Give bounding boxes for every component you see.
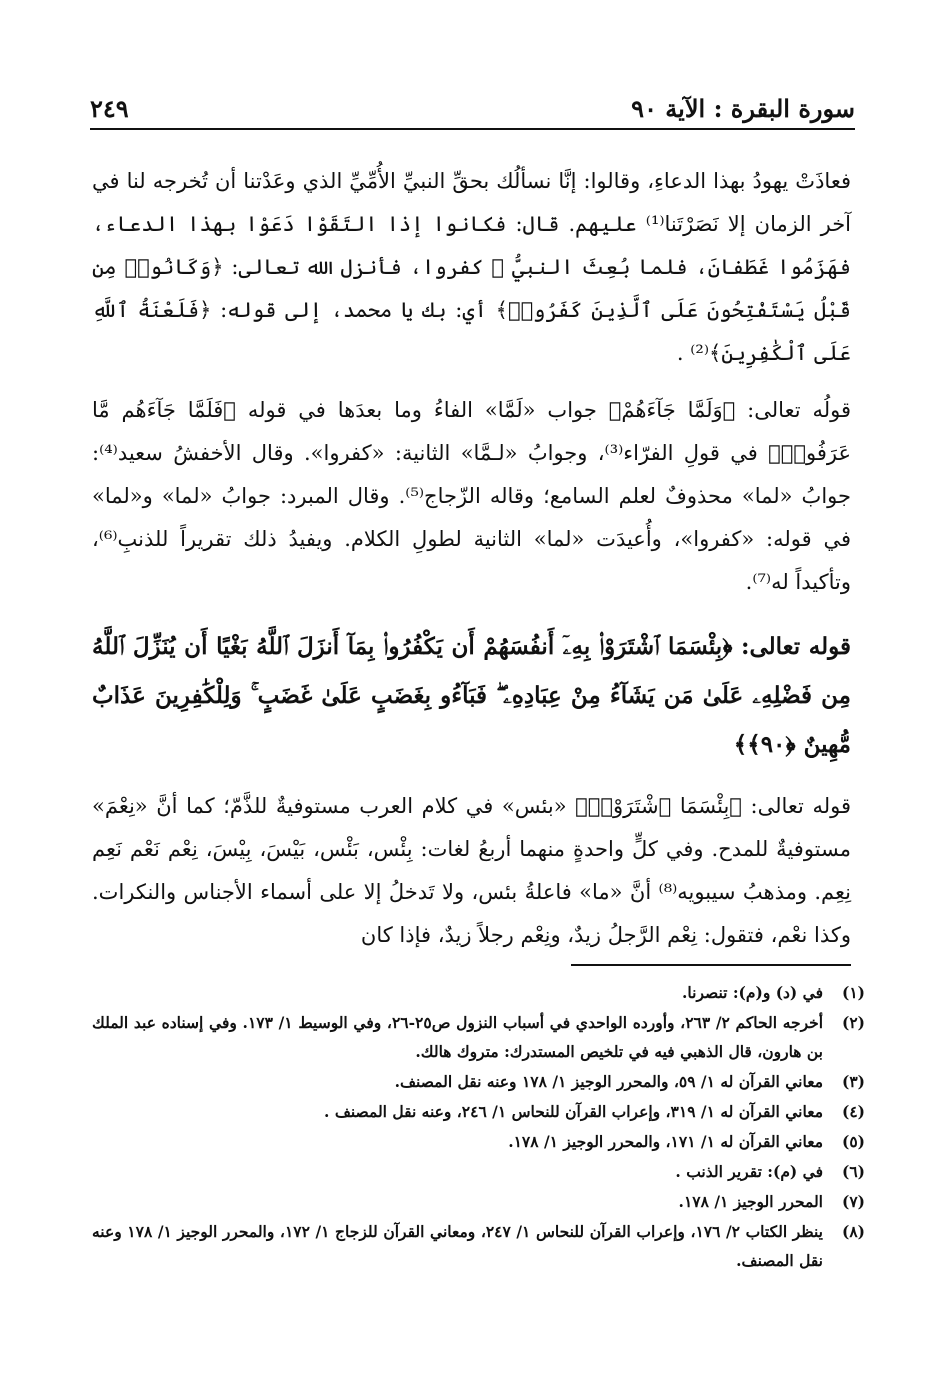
footnote <box>92 1097 865 1126</box>
footnote-number: (٤) <box>841 1102 865 1121</box>
footnote-number: (٥) <box>841 1132 865 1151</box>
footnote-text: في (م): تقرير الذنب . <box>675 1162 823 1181</box>
footnote <box>92 1008 865 1066</box>
header-rule <box>90 128 855 130</box>
footnote-text: معاني القرآن له ١/ ١٧١، والمحرر الوجيز ١/ ١٧٨. <box>508 1132 823 1151</box>
footnote <box>92 978 865 1007</box>
page-header <box>90 88 855 130</box>
footnote-number: (١) <box>841 983 865 1002</box>
paragraph: قولُه تعالى: ﴿وَلَمَّا جَآءَهُمْ﴾ جواب «لَمَّا» الفاءُ وما بعدَها في قوله ﴿فَلَمَّا جَآءَهُم مَّا عَرَفُوا۟﴾ في قولِ الفرّاء⁽³⁾، وجوابُ «لـمَّا» الثانية: «كفروا». وقال الأخفشُ سعيد⁽⁴⁾: جوابُ «لما» محذوفٌ لعلم السامع؛ وقاله الزّجاج⁽⁵⁾. وقال المبرد: جوابُ «لما» و«لما» في قوله: «كفروا»، وأُعيدَت «لما» الثانية لطولِ الكلام. ويفيدُ ذلك تقريراً للذنبِ⁽⁶⁾، وتأكيداً له⁽⁷⁾. <box>92 398 851 594</box>
footnote-text: معاني القرآن له ١/ ٣١٩، وإعراب القرآن للنحاس ١/ ٢٤٦، وعنه نقل المصنف . <box>324 1102 823 1121</box>
footnote-text: المحرر الوجيز ١/ ١٧٨. <box>678 1192 823 1211</box>
footnote-text: معاني القرآن له ١/ ٥٩، والمحرر الوجيز ١/ ١٧٨ وعنه نقل المصنف. <box>394 1072 823 1091</box>
footnote <box>92 1157 865 1186</box>
footnote-separator <box>571 964 851 966</box>
paragraph: قوله تعالى: ﴿بِئْسَمَا ٱشْتَرَوْا۟﴾ «بئس» في كلام العرب مستوفيةٌ للذَّمّ؛ كما أنَّ «نِعْمَ» مستوفيةٌ للمدح. وفي كلٍّ واحدةٍ منهما أربعُ لغات: بِئْس، بَئْس، بَيْسَ، بِيْسَ، نِعْم نَعْم نَعِم نِعِم. ومذهبُ سيبويه⁽⁸⁾ أنَّ «ما» فاعلةُ بئس، ولا تَدخلُ إلا على أسماء الأجناس والنكرات. وكذا نعْم، فتقول: نِعْم الرَّجلُ زيدٌ، ونِعْم رجلاً زيدٌ، فإذا كان <box>92 794 851 947</box>
running-title: سورة البقرة : الآية ٩٠ <box>631 94 855 123</box>
footnote-text: في (د) و(م): تنصرنا. <box>682 983 823 1002</box>
footnote-number: (٣) <box>841 1072 865 1091</box>
page-number: ٢٤٩ <box>90 94 129 123</box>
footnote <box>92 1067 865 1096</box>
footnote <box>92 1217 865 1275</box>
footnote-text: ينظر الكتاب ٢/ ١٧٦، وإعراب القرآن للنحاس ١/ ٢٤٧، ومعاني القرآن للزجاج ١/ ١٧٢، والمحرر الوجيز ١/ ١٧٨ وعنه نقل المصنف. <box>92 1222 823 1270</box>
footnote <box>92 1127 865 1156</box>
ayah-heading: قوله تعالى: ﴿بِئْسَمَا ٱشْتَرَوْا۟ بِهِۦٓ أَنفُسَهُمْ أَن يَكْفُرُوا۟ بِمَآ أَنزَلَ ٱللَّهُ بَغْيًا أَن يُنَزِّلَ ٱللَّهُ مِن فَضْلِهِۦ عَلَىٰ مَن يَشَآءُ مِنْ عِبَادِهِۦ ۖ فَبَآءُو بِغَضَبٍ عَلَىٰ غَضَبٍ ۚ وَلِلْكَٰفِرِينَ عَذَابٌ مُّهِينٌ ﴿٩٠﴾﴾ <box>92 633 851 758</box>
paragraph: فعاذَتْ يهودُ بهذا الدعاءِ، وقالوا: إنَّا نسألُك بحقِّ النبيِّ الأُمِّيِّ الذي وعَدْتنا أن تُخرجه لنا في آخر الزمان إلا نَصَرْتَنا⁽¹⁾ عليهم. قال: فكانوا إذا التَقَوْا دَعَوْا بهذا الدعاء، فهَزَمُوا غَطَفانَ، فلما بُعِثَ النبيُّ ﷺ كفروا، فأنزل الله تعالى: ﴿وَكَانُوا۟ مِن قَبْلُ يَسْتَفْتِحُونَ عَلَى ٱلَّذِينَ كَفَرُوا۟﴾ أي: بك يا محمد، إلى قوله: ﴿فَلَعْنَةُ ٱللَّهِ عَلَى ٱلْكَٰفِرِينَ﴾⁽²⁾ . <box>92 169 852 365</box>
footnote-number: (٨) <box>841 1222 865 1241</box>
footnote-text: أخرجه الحاكم ٢/ ٢٦٣، وأورده الواحدي في أسباب النزول ص٢٥-٢٦، وفي الوسيط ١/ ١٧٣. وفي إسناده عبد الملك بن هارون، قال الذهبي فيه في تلخيص المستدرك: متروك هالك. <box>92 1013 824 1061</box>
footnote-number: (٢) <box>841 1013 865 1032</box>
footnotes <box>92 978 865 1276</box>
footnote <box>92 1187 865 1216</box>
footnote-number: (٦) <box>841 1162 865 1181</box>
footnote-number: (٧) <box>841 1192 865 1211</box>
main-text <box>92 160 851 971</box>
